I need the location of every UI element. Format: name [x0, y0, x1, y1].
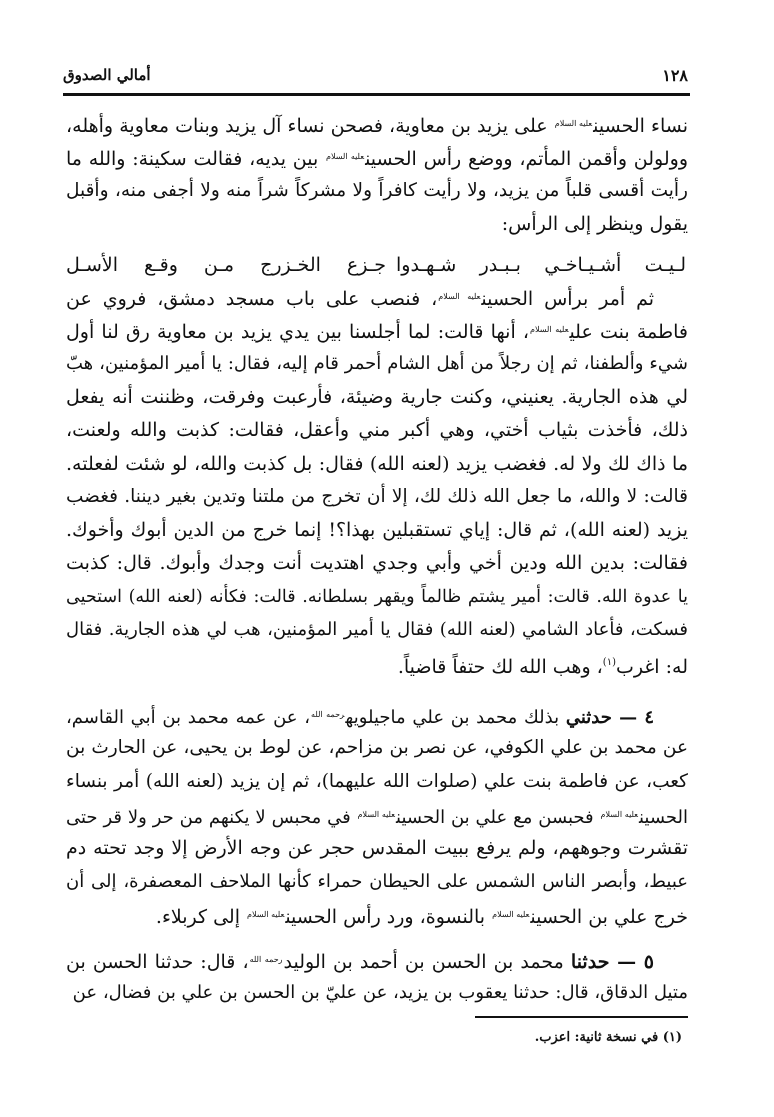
text-line [66, 142, 688, 174]
text-run: فحبسن مع علي بن الحسين [396, 806, 600, 828]
text-line [66, 615, 688, 645]
text-run: رأيت أقسى قلباً من يزيد، ولا رأيت كافراً ولا مشركاً شراً منه ولا أجفى منه، وأقبل [66, 179, 688, 201]
honorific-mark: عليه السلام [600, 809, 638, 819]
text-line [66, 900, 688, 932]
text-run: إلى كربلاء. [155, 905, 247, 928]
page-number: ١٢٨ [662, 66, 688, 85]
text-run: لي هذه الجارية. يعنيني، وكنت جارية وضيئة، فأرعبت وفرقت، وظننت أنه يفعل [66, 385, 688, 408]
text-line [66, 833, 688, 863]
honorific-mark: عليه السلام [554, 119, 593, 128]
running-header-title: أمالي الصدوق [63, 66, 151, 84]
text-line [66, 945, 688, 977]
footnote-rule [475, 1016, 688, 1018]
text-line [66, 548, 688, 578]
honorific-mark: عليه السلام [247, 909, 285, 919]
text-line [66, 209, 688, 239]
text-line [66, 767, 688, 797]
text-run: متيل الدقاق، قال: حدثنا يعقوب بن يزيد، عن عليّ بن الحسن بن علي بن فضال، عن [72, 982, 688, 1004]
honorific-mark: عليه السلام [492, 909, 530, 919]
text-run: ، عن عمه محمد بن أبي القاسم، [66, 707, 311, 728]
text-line [66, 176, 688, 206]
text-run: فسكت، فأعاد الشامي (لعنه الله) فقال يا أمير المؤمنين، هب لي هذه الجارية. فقال [66, 619, 688, 640]
text-run: فقالت: بدين الله ودين أخي وأبي وجدي اهتديت أنت وجدك وأبوك. قال: كذبت [66, 552, 688, 575]
honorific-mark: عليه السلام [530, 325, 569, 335]
text-run: ، فنصب على باب مسجد دمشق، فروي عن [66, 288, 438, 310]
hadith-number: ٥ — حدثنا [570, 951, 654, 973]
text-line [66, 648, 688, 682]
text-run: الحسين [639, 806, 689, 828]
poem-first-hemistich: لـيـت أشـيـاخـي بـبـدر شـهـدوا [396, 254, 686, 276]
text-line [66, 349, 688, 379]
text-line [66, 415, 688, 445]
text-line [66, 978, 688, 1008]
text-run: يقول وينظر إلى الرأس: [501, 212, 688, 235]
text-run: خرج علي بن الحسين [530, 905, 688, 928]
honorific-mark: عليه السلام [357, 809, 396, 819]
text-run: ، قال: حدثنا الحسن بن [66, 951, 249, 973]
text-run: له: اغرب [615, 656, 688, 679]
poem-second-hemistich: جـزع الخـزرج مـن وقـع الأسـل [66, 254, 386, 276]
text-run: يا عدوة الله. قالت: أمير يشتم ظالماً ويقهر بسلطانه. قالت: فكأنه (لعنه الله) استحيى [66, 586, 688, 607]
text-run: وولولن وأقمن المأتم، ووضع رأس الحسين [365, 148, 688, 171]
text-run: يزيد (لعنه الله)، ثم قال: إياي تستقبلين بهذا؟! إنما خرج من الدين أبوك وأخوك. [66, 519, 688, 542]
text-run: كعب، عن فاطمة بنت علي (صلوات الله عليهما)، ثم إن يزيد (لعنه الله) أمر بنساء [66, 770, 688, 792]
hadith-number: ٤ — حدثني [565, 707, 654, 728]
text-run: ما ذاك لك ولا له. فغضب يزيد (لعنه الله) فقال: بل كذبت والله، لو شئت لفعلته. [66, 452, 688, 475]
text-run: نساء الحسين [593, 115, 689, 137]
text-line [66, 282, 688, 314]
honorific-mark: رحمه الله [249, 955, 283, 964]
text-line [66, 582, 688, 612]
text-run: ، أنها قالت: لما أجلسنا بين يدي يزيد بن معاوية رق لنا أول [66, 321, 530, 344]
footnote-ref: (١) [602, 657, 616, 669]
honorific-mark: رحمه الله [311, 710, 345, 719]
text-run: في محبس لا يكنهم من حر ولا قر حتى [66, 806, 357, 828]
text-line [66, 315, 688, 347]
text-run: بذلك محمد بن علي ماجيلويه [345, 707, 566, 728]
text-run: تقشرت وجوههم، ولم يرفع ببيت المقدس حجر عن وجه الأرض إلا وجد تحته دم [66, 837, 688, 860]
text-run: ثم أمر برأس الحسين [481, 288, 655, 310]
text-line [66, 515, 688, 545]
footnote: (١) في نسخة ثانية: اعزب. [534, 1030, 682, 1045]
header-rule [63, 93, 690, 96]
text-line [66, 867, 688, 897]
text-run: بالنسوة، ورد رأس الحسين [285, 905, 492, 928]
text-run: بين يديه، فقالت سكينة: والله ما [66, 148, 326, 171]
text-line [66, 449, 688, 479]
text-run: محمد بن الحسن بن أحمد بن الوليد [283, 951, 571, 973]
text-line [66, 700, 688, 733]
honorific-mark: عليه السلام [438, 292, 481, 301]
text-run: ذلك، فأخذت بثياب أختي، وهي أكبر مني وأعقل، فقالت: كذبت والله ولعنت، [66, 419, 688, 442]
text-line [66, 109, 688, 141]
text-run: فاطمة بنت علي [569, 321, 688, 344]
text-line [66, 482, 688, 512]
text-run: على يزيد بن معاوية، فصحن نساء آل يزيد وبنات معاوية وأهله، [66, 115, 554, 137]
text-run: قالت: لا والله، ما جعل الله ذلك لك، إلا أن تخرج من ملتنا وتدين بغير ديننا. فغضب [66, 485, 688, 507]
honorific-mark: عليه السلام [326, 152, 365, 162]
text-line [66, 800, 688, 833]
text-line [66, 733, 688, 763]
text-run: عبيط، وأبصر الناس الشمس على الحيطان حمراء كأنها الملاحف المعصفرة، إلى أن [66, 870, 688, 892]
text-run: عن محمد بن علي الكوفي، عن نصر بن مزاحم، عن لوط بن يحيى، عن الحارث بن [66, 737, 688, 759]
text-run: شيء وألطفنا، ثم إن رجلاً من أهل الشام أحمر قام إليه، فقال: يا أمير المؤمنين، هبّ [66, 352, 688, 374]
text-run: ، وهب الله لك حتفاً قاضياً. [397, 656, 603, 679]
text-line [66, 382, 688, 412]
